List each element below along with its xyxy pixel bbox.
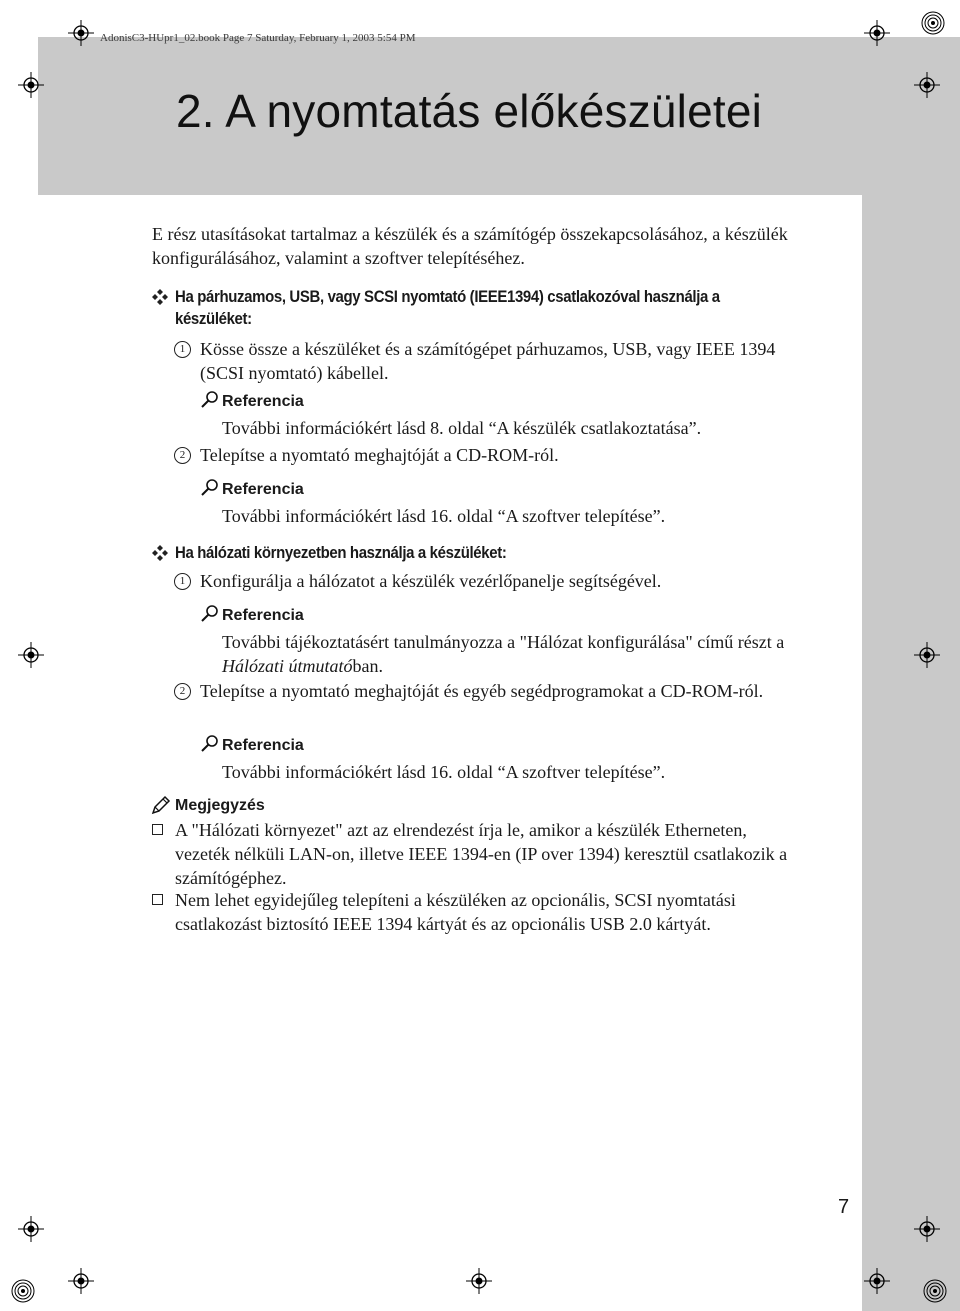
diamond-bullet-icon: [152, 289, 168, 305]
reference-text: [222, 630, 822, 678]
step-number-icon: 2: [174, 683, 191, 700]
checkbox-bullet-icon: [152, 824, 163, 835]
note-text: Nem lehet egyidejűleg telepíteni a készüléken az opcionális, SCSI nyomtatási csatlakozást biztosító IEEE 1394 kártyát és az opcionális USB 2.0 kártyát.: [175, 890, 736, 934]
section-title-line: készüléket:: [175, 309, 252, 328]
step-number-icon: 1: [174, 573, 191, 590]
registration-mark-icon: [68, 20, 94, 46]
section-title-line: Ha hálózati környezetben használja a készüléket:: [175, 543, 507, 562]
registration-mark-icon: [914, 642, 940, 668]
reference-text: További információkért lásd 16. oldal “A szoftver telepítése”.: [222, 506, 666, 526]
pencil-icon: [150, 794, 172, 816]
target-mark-icon: [920, 10, 946, 36]
magnifier-icon: [200, 478, 220, 498]
section-title-line: Ha párhuzamos, USB, vagy SCSI nyomtató (IEEE1394) csatlakozóval használja a: [175, 287, 720, 306]
target-mark-icon: [10, 1278, 36, 1304]
registration-mark-icon: [68, 1268, 94, 1294]
note-label: Megjegyzés: [175, 797, 265, 814]
magnifier-icon: [200, 734, 220, 754]
step-text: Kösse össze a készüléket és a számítógépet párhuzamos, USB, vagy IEEE 1394 (SCSI nyomtató) kábellel.: [200, 339, 776, 383]
step-text: Telepítse a nyomtató meghajtóját a CD-ROM-ról.: [200, 445, 559, 465]
print-stamp: AdonisC3-HUpr1_02.book Page 7 Saturday, February 1, 2003 5:54 PM: [100, 32, 416, 44]
reference-label: Referencia: [222, 737, 304, 754]
step-text: Telepítse a nyomtató meghajtóját és egyéb segédprogramokat a CD-ROM-ról.: [200, 681, 764, 701]
registration-mark-icon: [466, 1268, 492, 1294]
manual-title: Hálózati útmutató: [222, 656, 353, 676]
reference-text: További információkért lásd 16. oldal “A szoftver telepítése”.: [222, 762, 666, 782]
reference-label: Referencia: [222, 607, 304, 624]
section-heading: [152, 541, 832, 565]
page-number: 7: [838, 1196, 850, 1218]
chapter-title: 2. A nyomtatás előkészületei: [176, 85, 763, 137]
diamond-bullet-icon: [152, 545, 168, 561]
side-gray-band: [862, 195, 960, 1311]
intro-paragraph: E rész utasításokat tartalmaz a készülék és a számítógép összekapcsolásához, a készülék konfigurálásához, valamint a szoftver telepítéséhez.: [152, 224, 788, 268]
registration-mark-icon: [18, 642, 44, 668]
registration-mark-icon: [18, 1216, 44, 1242]
registration-mark-icon: [914, 1216, 940, 1242]
section-heading: [152, 285, 832, 333]
registration-mark-icon: [864, 1268, 890, 1294]
step-number-icon: 2: [174, 447, 191, 464]
reference-text-part: ban.: [352, 656, 384, 676]
registration-mark-icon: [864, 20, 890, 46]
step-number-icon: 1: [174, 341, 191, 358]
step-text: Konfigurálja a hálózatot a készülék vezérlőpanelje segítségével.: [200, 571, 662, 591]
target-mark-icon: [922, 1278, 948, 1304]
magnifier-icon: [200, 390, 220, 410]
reference-text-part: További tájékoztatásért tanulmányozza a "Hálózat konfigurálása" című részt a: [222, 632, 785, 652]
magnifier-icon: [200, 604, 220, 624]
reference-text: További információkért lásd 8. oldal “A készülék csatlakoztatása”.: [222, 418, 702, 438]
registration-mark-icon: [914, 72, 940, 98]
checkbox-bullet-icon: [152, 894, 163, 905]
note-text: A "Hálózati környezet" azt az elrendezést írja le, amikor a készülék Etherneten, vezeték nélküli LAN-on, illetve IEEE 1394-en (IP over 1394) keresztül csatlakozik a számítógéphez.: [175, 820, 788, 888]
reference-label: Referencia: [222, 393, 304, 410]
reference-label: Referencia: [222, 481, 304, 498]
registration-mark-icon: [18, 72, 44, 98]
